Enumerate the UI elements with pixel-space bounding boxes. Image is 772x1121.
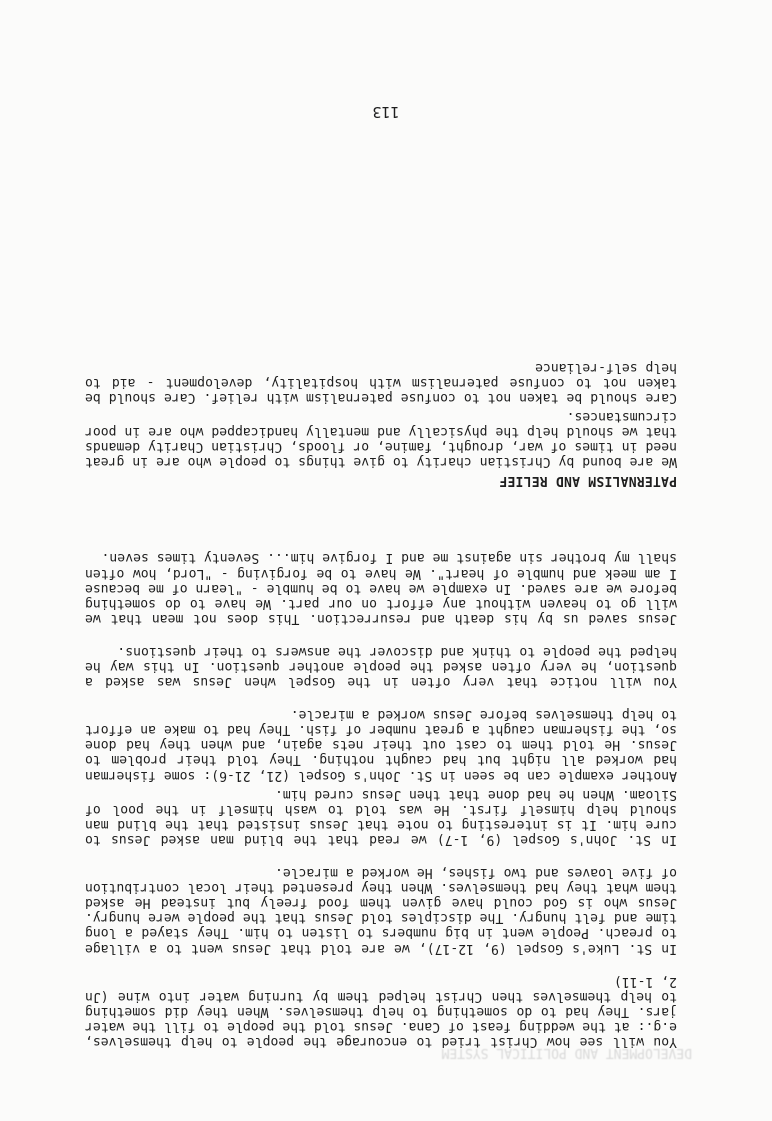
paragraph-john-blind-man: In St. John's Gospel (9, 1-7) we read that the blind man asked Jesus to cure him. It is interesting to note that Jesus insisted that the blind man should help himself first. He was told to wash himself in the pool of Siloam. When he had done that then Jesus cured him. bbox=[85, 786, 677, 847]
paragraph-charity: We are bound by Christian charity to give things to people who are in great need in times of war, drought, famine, or floods, Christian Charity demands that we should help the physically and mentally handicapped who are in poor circumstances. bbox=[85, 409, 677, 470]
paragraph-fishermen: Another example can be seen in St. John's Gospel (21, 21-6): some fisherman had worked all night but had caught nothing. They told their problem to Jesus. He told them to cast out their nets again, and when they had done so, the fisherman caught a great number of fish. They had to make an effort to help themselves before Jesus worked a miracle. bbox=[85, 707, 677, 783]
paragraph-cana: You will see how Christ tried to encourage the people to help themselves, e.g.: at the wedding feast of Cana. Jesus told the people to fill the water jars. They had to do something to help themselves. When they did something to help themselves then Christ helped them by turning water into wine (Jn 2, 1-11) bbox=[85, 973, 677, 1049]
page-number: 113 bbox=[372, 103, 400, 121]
paragraph-questions: You will notice that very often in the Gospel when Jesus was asked a question, he very often asked the people another question. In this way he helped the people to think and discover the answers to their questions. bbox=[85, 643, 677, 690]
paragraph-paternalism: Care should be taken not to confuse paternalism with relief. Care should be taken not to confuse paternalism with hospitality, development - aid to help self-reliance bbox=[85, 359, 677, 405]
paragraph-salvation: Jesus saved us by his death and resurrection. This does not mean that we will go to heaven without any effort on our part. We have to do something before we are saved. In example we have to be humble - "learn of me because I am meek and humble of heart". We have to be forgiving - "Lord, how often shall my brother sin against me and I forgive him... Seventy times seven. bbox=[85, 550, 677, 626]
section-heading: PATERNALISM AND RELIEF bbox=[499, 473, 677, 489]
paragraph-luke: In St. Luke's Gospel (9, 12-17), we are told that Jesus went to a village to preach. People went in big numbers to listen to him. They stayed a long time and felt hungry. The disciples told Jesus that the people were hungry. Jesus who is God could have given them food freely but instead He asked them what they had themselves. When they presented their local contribution of five loaves and two fishes, He worked a miracle. bbox=[85, 865, 677, 956]
bleed-through-heading: DEVELOPMENT AND POLITICAL SYSTEM bbox=[441, 1045, 692, 1060]
body-text bbox=[85, 356, 677, 1049]
